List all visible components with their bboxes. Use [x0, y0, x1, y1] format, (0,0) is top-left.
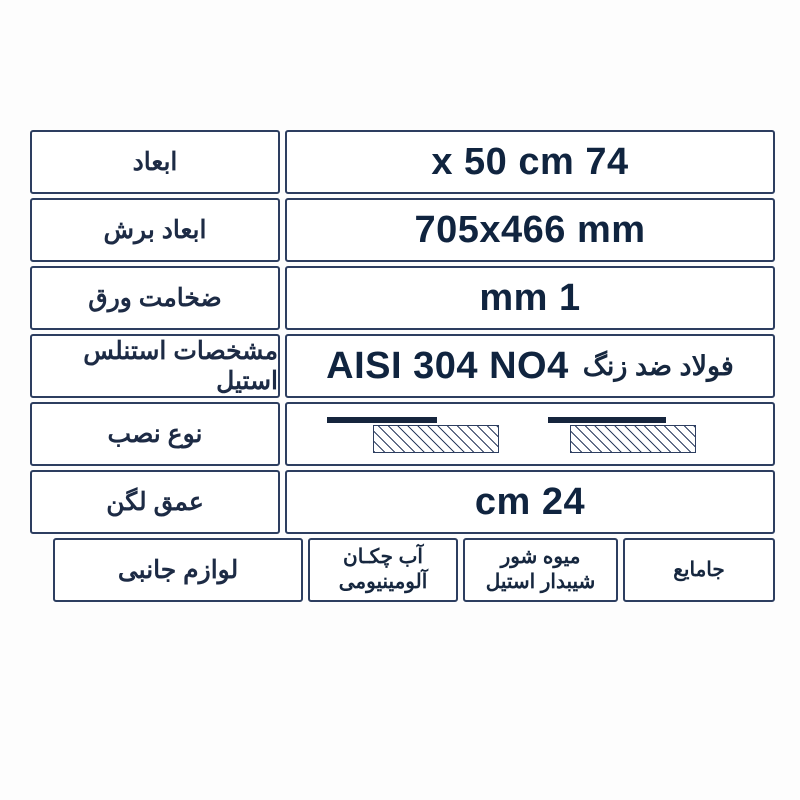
spec-value-text: 705x466 mm [414, 208, 646, 251]
spec-label-dimensions: ابعاد [30, 130, 280, 194]
accessory-item-1 [308, 538, 458, 602]
spec-label-cutout: ابعاد برش [30, 198, 280, 262]
spec-value-text: 74 x 50 cm [431, 140, 629, 183]
top-mount-diagram-icon [548, 411, 738, 457]
accessory-line-1: آب چکـان [343, 546, 423, 568]
table-row [30, 470, 775, 534]
sink-edge-bar [548, 417, 666, 423]
spec-label-steel: مشخصات استنلس استیل [30, 334, 280, 398]
spec-value-steel [285, 334, 775, 398]
specification-table [30, 130, 775, 606]
table-row [30, 334, 775, 398]
accessory-line-2: شیبدار استیل [485, 571, 596, 593]
spec-value-installation [285, 402, 775, 466]
accessory-line-1: جامایع [673, 558, 725, 581]
spec-value-thickness [285, 266, 775, 330]
spec-label-bowl-depth: عمق لگن [30, 470, 280, 534]
accessory-line-2: آلومینیومی [338, 571, 428, 593]
spec-value-text: 24 cm [474, 480, 586, 523]
spec-value-dimensions [285, 130, 775, 194]
accessory-item-2 [463, 538, 618, 602]
accessory-line-1: میوه شور [500, 546, 581, 568]
accessory-item-3 [623, 538, 775, 602]
spec-label-accessories: لوازم جانبی [53, 538, 303, 602]
spec-value-cutout [285, 198, 775, 262]
countertop-hatch [570, 425, 696, 453]
steel-label-fa: فولاد ضد زنگ [582, 350, 734, 381]
spec-value-text: 1 mm [479, 276, 581, 319]
under-mount-diagram-icon [323, 411, 513, 457]
spec-label-thickness: ضخامت ورق [30, 266, 280, 330]
spec-label-installation: نوع نصب [30, 402, 280, 466]
steel-grade-en: AISI 304 NO4 [326, 344, 569, 387]
spec-value-bowl-depth [285, 470, 775, 534]
table-row [30, 130, 775, 194]
table-row [30, 198, 775, 262]
table-row [30, 402, 775, 466]
table-row-accessories [30, 538, 775, 602]
sink-edge-bar [327, 417, 437, 423]
countertop-hatch [373, 425, 499, 453]
table-row [30, 266, 775, 330]
